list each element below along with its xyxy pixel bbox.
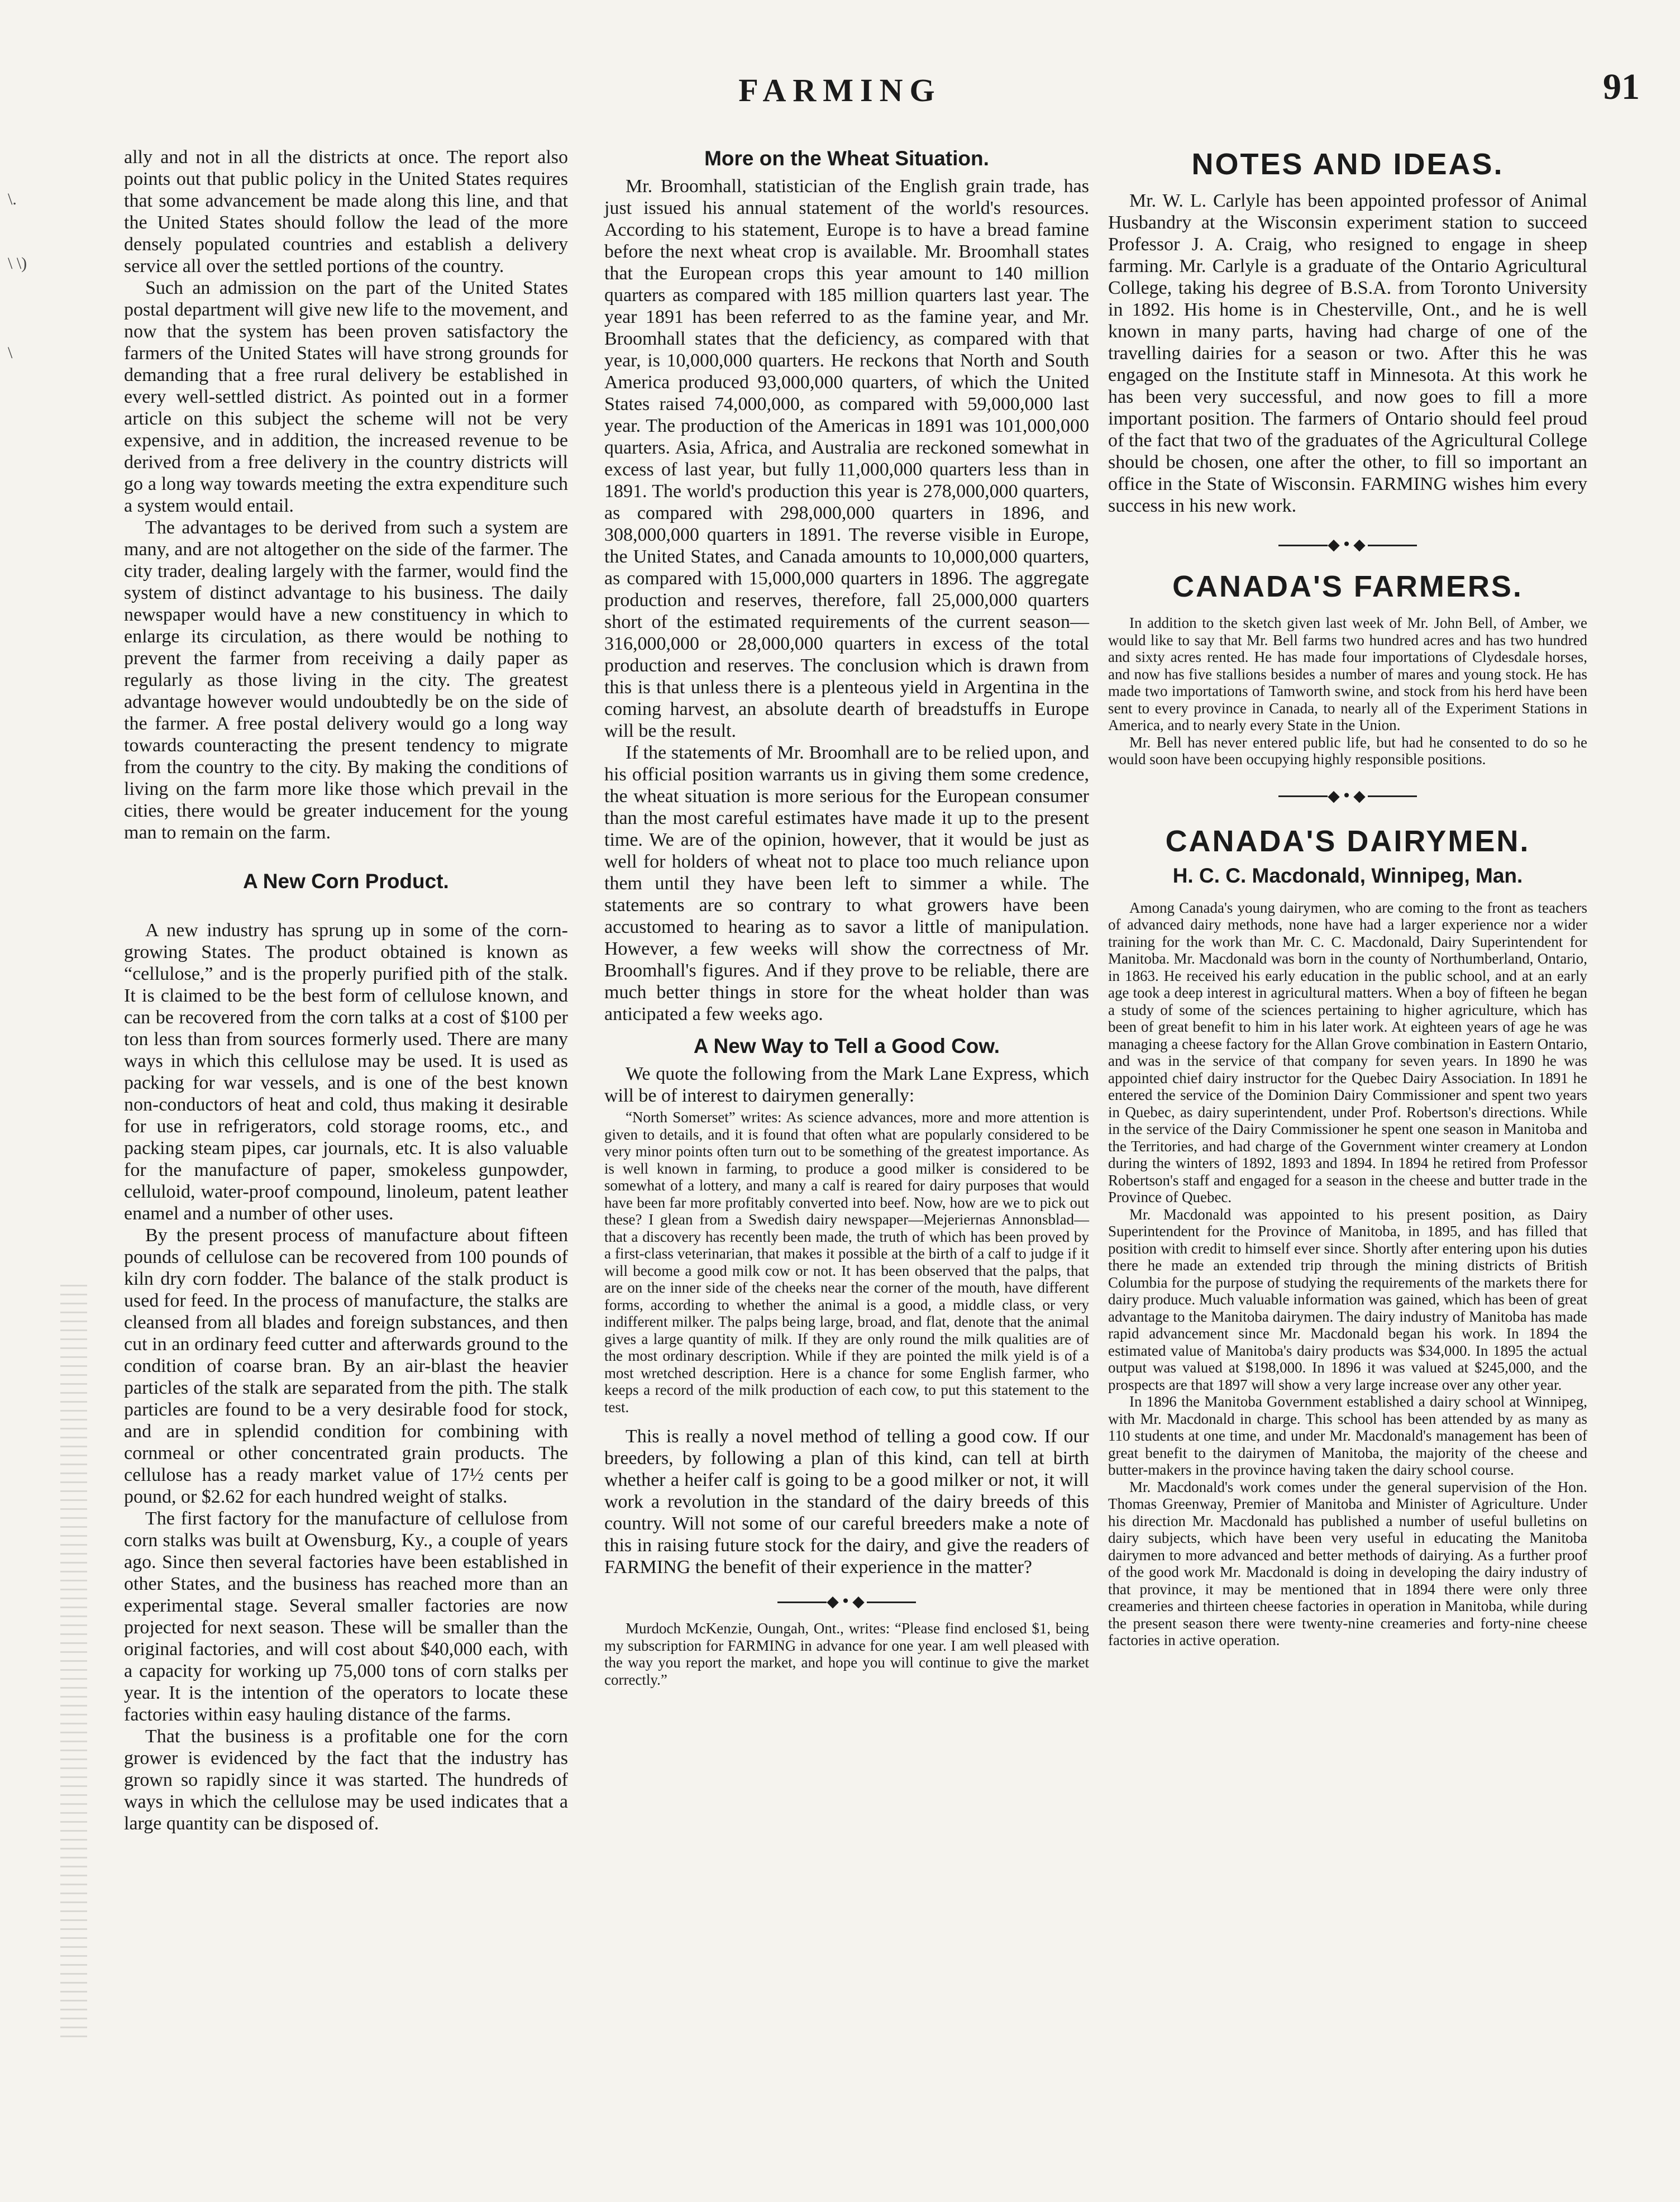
section-divider: ◆•◆ [604,1590,1089,1612]
article-paragraph: Mr. Macdonald was appointed to his present position, as Dairy Superintendent for the Province of Manitoba, in 1895, and has filled that position with credit to himself ever since. Shortly after entering upon his duties there he made an extended trip through the mining districts of British Columbia for the purpose of studying the requirements of the markets there for dairy produce. Much valuable information was gained, which has been of great advantage to the Manitoba dairymen. The dairy industry of Manitoba has made rapid advancement since Mr. Macdonald began his work. In 1894 the estimated value of Manitoba's dairy products was $34,000. In 1895 the actual output was valued at $198,000. In 1896 it was valued at $245,000, and the prospects are that 1897 will show a very large increase over any other year. [1108,1205,1587,1393]
article-paragraph: Mr. W. L. Carlyle has been appointed professor of Animal Husbandry at the Wisconsin experiment station to succeed Professor J. A. Craig, who resigned to engage in sheep farming. Mr. Carlyle is a graduate of the Ontario Agricultural College, taking his degree of B.S.A. from Toronto University in 1892. His home is in Chesterville, Ont., and he is well known in many parts, having had charge of one of the travelling dairies for a season or two. After this he was engaged on the Institute staff in Minnesota. At this work he has been very successful, and now goes to fill a more important position. The farmers of Ontario should feel proud of the fact that two of the graduates of the Agricultural College should be chosen, one after the other, to fill so important an office in the State of Wisconsin. FARMING wishes him every success in his new work. [1108,190,1587,516]
margin-mark: \. [8,190,17,208]
article-paragraph: Among Canada's young dairymen, who are coming to the front as teachers of advanced dairy methods, none have had a larger experience nor a wider training for the work than Mr. C. C. Macdonald, Dairy Superintendent for Manitoba. Mr. Macdonald was born in the county of Northumberland, Ontario, in 1863. He received his early education in the public school, and at an early age took a deep interest in agricultural matters. When a boy of fifteen he began a study of some of the sciences pertaining to higher agriculture, which has been of great benefit to him in his later work. At eighteen years of age he was managing a cheese factory for the Allan Grove combination in Eastern Ontario, and was in the service of that company for seven years. In 1890 he was appointed chief dairy instructor for the Quebec Dairy Association. In 1891 he entered the service of the Dominion Dairy Commissioner and spent two years in Quebec, as dairy superintendent, under Prof. Robertson's directions. While in the service of the Dairy Commissioner he spent one season in Manitoba and the Territories, and had charge of the Government winter creamery at London during the winters of 1892, 1893 and 1894. In 1894 he retired from Professor Robertson's staff and engaged for a season in the cheese and butter trade in the Province of Quebec. [1108,899,1587,1205]
article-paragraph: A new industry has sprung up in some of the corn-growing States. The product obtained is known as “cellulose,” and is the properly purified pith of the stalk. It is claimed to be the best form of cellulose known, and can be recovered from the corn talks at a cost of $100 per ton less than from sources formerly used. There are many ways in which this cellulose may be used. It is used as packing for war vessels, and is one of the best known non-conductors of heat and cold, thus making it desirable for use in refrigerators, cold storage rooms, etc., and packing steam pipes, car journals, etc. It is also valuable for the manufacture of paper, smokeless gunpowder, celluloid, water-proof compound, linoleum, patent leather enamel and a number of other uses. [124,920,568,1224]
margin-mark: \ [8,344,13,362]
section-title: NOTES AND IDEAS. [1191,147,1504,181]
article-paragraph: That the business is a profitable one for the corn grower is evidenced by the fact that the industry has grown so rapidly since it was started. The hundreds of ways in which the cellulose may be used indicates that a large quantity can be disposed of. [124,1726,568,1834]
running-title: FARMING [738,72,942,108]
reader-letter: Murdoch McKenzie, Oungah, Ont., writes: “Please find enclosed $1, being my subscription for FARMING in advance for one year. I am well pleased with the way you report the market, and hope you will continue to give the market correctly.” [604,1620,1089,1688]
page-number: 91 [1603,66,1640,107]
article-heading: More on the Wheat Situation. [704,147,989,170]
article-paragraph: Such an admission on the part of the United States postal department will give new life to the movement, and now that the system has been proven satisfactory the farmers of the United States will have strong grounds for demanding that a free rural delivery be established in every well-settled district. As pointed out in a former article on this subject the scheme will not be very expensive, and in addition, the increased revenue to be derived from a free delivery in the country districts will go a long way towards meeting the extra expenditure such a system would entail. [124,278,568,516]
article-paragraph: In 1896 the Manitoba Government established a dairy school at Winnipeg, with Mr. Macdonald in charge. This school has been attended by as many as 110 students at one time, and under Mr. Macdonald's management has been of great benefit to the dairymen of Manitoba, the majority of the cheese and butter-makers in the province having taken the dairy school course. [1108,1393,1587,1478]
article-heading: A New Way to Tell a Good Cow. [693,1035,1000,1057]
article-paragraph: By the present process of manufacture about fifteen pounds of cellulose can be recovered from 100 pounds of kiln dry corn fodder. The balance of the stalk product is used for feed. In the process of manufacture, the stalks are cleansed from all blades and foreign substances, and then cut in an ordinary feed cutter and afterwards ground to the condition of coarse bran. By an air-blast the heavier particles of the stalk are separated from the pith. The stalk particles are found to be a very desirable food for stock, and are in splendid condition for combining with cornmeal or other concentrated grain products. The cellulose has a ready market value of 17½ cents per pound, or $2.62 for each hundred weight of stalks. [124,1225,568,1507]
margin-mark: \ \) [8,254,27,273]
article-paragraph: Mr. Macdonald's work comes under the general supervision of the Hon. Thomas Greenway, Premier of Manitoba and Minister of Agriculture. Under his direction Mr. Macdonald has published a number of useful bulletins on dairy subjects, which have been very useful in educating the Manitoba dairymen to more advanced and better methods of dairying. As a further proof of the good work Mr. Macdonald is doing in developing the dairy industry of that province, it may be mentioned that in 1894 there were only three creameries and thirteen cheese factories in operation in Manitoba, while during the present season there were twenty-nine creameries and forty-nine cheese factories in active operation. [1108,1478,1587,1648]
section-divider: ◆•◆ [1108,785,1587,807]
section-divider: ◆•◆ [1108,533,1587,555]
column-right [1108,146,1587,1649]
article-paragraph: This is really a novel method of telling a good cow. If our breeders, by following a plan of this kind, can tell at birth whether a heifer calf is going to be a good milker or not, it will work a revolution in the standard of the dairy breeds of this country. Will not some of our careful breeders make a note of this in raising future stock for the dairy, and give the readers of FARMING the benefit of their experience in the matter? [604,1426,1089,1577]
column-middle [604,146,1089,1688]
article-paragraph: Mr. Broomhall, statistician of the English grain trade, has just issued his annual statement of the world's resources. According to his statement, Europe is to have a bread famine before the next wheat crop is available. Mr. Broomhall states that the European crops this year amount to 140 million quarters as compared with 185 million quarters last year. The year 1891 has been referred to as the famine year, and Mr. Broomhall states that the deficiency, as compared with that year, is 10,000,000 quarters. He reckons that North and South America produced 93,000,000 quarters, of which the United States raised 74,000,000, as compared with 59,000,000 last year. The production of the Americas in 1891 was 101,000,000 quarters. Asia, Africa, and Australia are reckoned somewhat in excess of last year, but fully 11,000,000 quarters less than in 1891. The world's production this year is 278,000,000 quarters, as compared with 298,000,000 quarters in 1896, and 308,000,000 quarters in 1891. The reverse visible in Europe, the United States, and Canada amounts to 10,000,000 quarters, as compared with 15,000,000 quarters in 1896. The aggregate production and reserves, therefore, fall 25,000,000 quarters short of the estimated requirements of the current season—316,000,000 or 28,000,000 quarters in excess of the total production and reserves. The conclusion which is drawn from this is that unless there is a plenteous yield in Argentina in the coming harvest, an absolute dearth of breadstuffs in Europe will be the result. [604,176,1089,741]
article-paragraph: We quote the following from the Mark Lane Express, which will be of interest to dairymen generally: [604,1064,1089,1106]
article-paragraph: The advantages to be derived from such a system are many, and are not altogether on the side of the farmer. The city trader, dealing largely with the farmer, would find the system of distinct advantage to his business. The daily newspaper would have a new constituency in which to enlarge its circulation, as there would be nothing to prevent the farmer from receiving a daily paper as regularly as those living in the city. The greatest advantage however would undoubtedly be on the side of the farmer. A free postal delivery would go a long way towards counteracting the present tendency to migrate from the country to the city. By making the conditions of living on the farm more like those which prevail in the cities, there would be greater inducement for the young man to remain on the farm. [124,517,568,843]
article-paragraph: Mr. Bell has never entered public life, but had he consented to do so he would soon have been occupying highly responsible positions. [1108,733,1587,768]
article-paragraph: If the statements of Mr. Broomhall are to be relied upon, and his official position warrants us in giving them some credence, the wheat situation is more serious for the European consumer than the most careful estimates have made it up to the present time. We are of the opinion, however, that it would be just as well for holders of wheat not to place too much reliance upon them until they have been left to simmer a while. The statements are so contrary to what growers have been accustomed to hearing as to savor a little of manipulation. However, a few weeks will show the correctness of Mr. Broomhall's figures. And if they prove to be reliable, there are much better things in store for the wheat holder than was anticipated a few weeks ago. [604,742,1089,1024]
column-left [124,146,568,1834]
section-title: CANADA'S FARMERS. [1172,570,1523,603]
article-heading: A New Corn Product. [243,870,449,893]
scan-margin-noise [60,1285,87,2039]
article-paragraph: In addition to the sketch given last week of Mr. John Bell, of Amber, we would like to say that Mr. Bell farms two hundred acres and has two hundred and sixty acres rented. He has made four importations of Clydesdale horses, and now has five stallions besides a number of mares and young stock. He has made two importations of Tamworth swine, and stock from his herd have been sent to every province in Canada, to nearly all of the Experiment Stations in America, and to nearly every State in the Union. [1108,614,1587,733]
quoted-letter: “North Somerset” writes: As science advances, more and more attention is given to details, and it is found that often what are popularly considered to be very minor points often turn out to be something of the greatest importance. As is well known in farming, to produce a good milker is considered to be somewhat of a lottery, and many a calf is reared for dairy purposes that would have been far more profitably converted into beef. Now, how are we to pick out these? I glean from a Swedish dairy newspaper—Mejeriernas Annonsblad—that a discovery has recently been made, the truth of which has been proved by a first-class veterinarian, that makes it possible at the birth of a calf to judge if it will become a good milk cow or not. It has been observed that the palps, that are on the inner side of the cheeks near the corner of the mouth, have different forms, according to whether the animal is a good, a middle class, or very indifferent milker. The palps being large, broad, and flat, denote that the animal gives a large quantity of milk. If they are only round the milk qualities are of the most ordinary description. While if they are pointed the milk yield is of a most wretched description. Here is a chance for some English farmer, who keeps a record of the milk production of each cow, to put this statement to the test. [604,1109,1089,1415]
article-paragraph: ally and not in all the districts at once. The report also points out that public policy in the United States requires that some advancement be made along this line, and that the United States should follow the lead of the more densely populated countries and establish a delivery service all over the settled portions of the country. [124,147,568,277]
section-title: CANADA'S DAIRYMEN. [1165,824,1530,858]
article-paragraph: The first factory for the manufacture of cellulose from corn stalks was built at Owensburg, Ky., a couple of years ago. Since then several factories have been established in other States, and the business has reached more than an experimental stage. Several smaller factories are now projected for next season. These will be smaller than the original factories, and will cost about $40,000 each, with a capacity for working up 75,000 tons of corn stalks per year. It is the intention of the operators to locate these factories within easy hauling distance of the farms. [124,1508,568,1725]
article-subheading: H. C. C. Macdonald, Winnipeg, Man. [1172,864,1523,887]
